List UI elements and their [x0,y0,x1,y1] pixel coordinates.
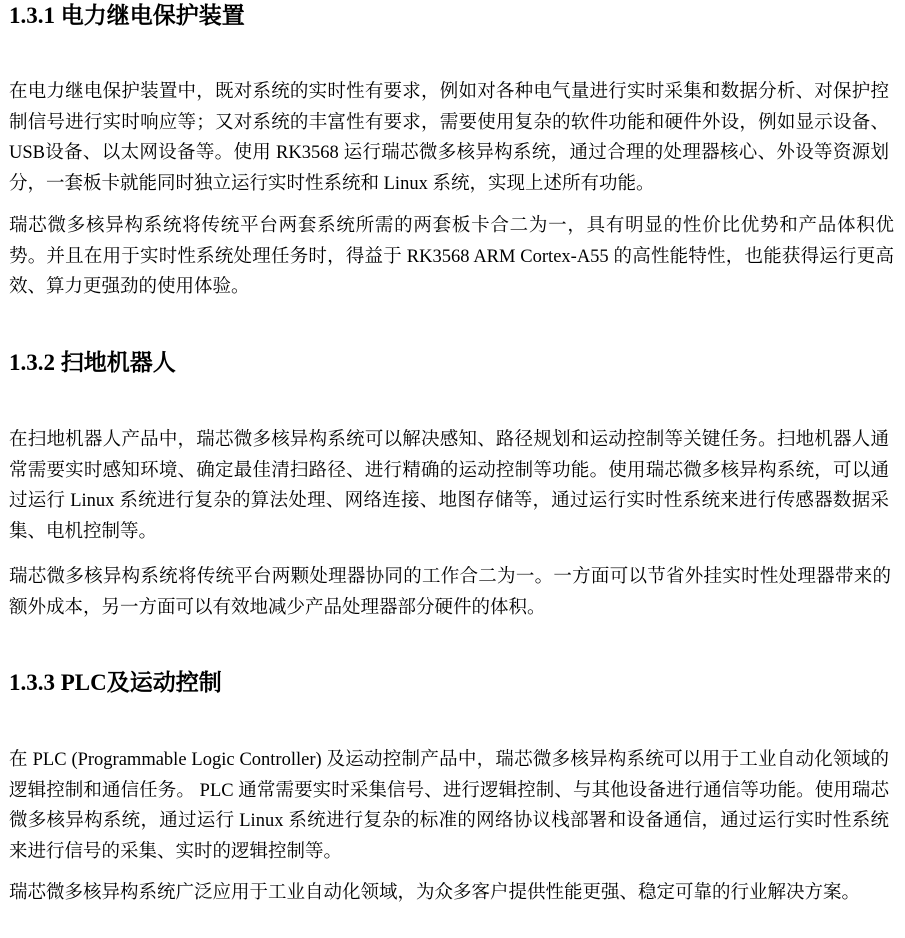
section-heading: 1.3.1 电力继电保护装置 [9,3,245,28]
section-paragraph: 在电力继电保护装置中，既对系统的实时性有要求，例如对各种电气量进行实时采集和数据分析、对保护控制信号进行实时响应等；又对系统的丰富性有要求，需要使用复杂的软件功能和硬件外设，例如显示设备、USB设备、以太网设备等。使用 RK3568 运行瑞芯微多核异构系统，通过合理的处理器核心、外设等资源划分，一套板卡就能同时独立运行实时性系统和 Linux 系统，实现上述所有功能。 [9,82,889,194]
section-paragraph: 在扫地机器人产品中，瑞芯微多核异构系统可以解决感知、路径规划和运动控制等关键任务。扫地机器人通常需要实时感知环境、确定最佳清扫路径、进行精确的运动控制等功能。使用瑞芯微多核异构系统，可以通过运行 Linux 系统进行复杂的算法处理、网络连接、地图存储等，通过运行实时性系统来进行传感器数据采集、电机控制等。 [9,430,889,542]
section-paragraph: 瑞芯微多核异构系统将传统平台两套系统所需的两套板卡合二为一，具有明显的性价比优势和产品体积优势。并且在用于实时性系统处理任务时，得益于 RK3568 ARM Cortex-A55 的高性能特性，也能获得运行更高效、算力更强劲的使用体验。 [9,216,894,297]
section-paragraph: 在 PLC (Programmable Logic Controller) 及运动控制产品中，瑞芯微多核异构系统可以用于工业自动化领域的逻辑控制和通信任务。 PLC 通常需要实时采集信号、进行逻辑控制、与其他设备进行通信等功能。使用瑞芯微多核异构系统，通过运行 Linux 系统进行复杂的标准的网络协议栈部署和设备通信，通过运行实时性系统来进行信号的采集、实时的逻辑控制等。 [9,750,889,862]
section-paragraph: 瑞芯微多核异构系统将传统平台两颗处理器协同的工作合二为一。一方面可以节省外挂实时性处理器带来的额外成本，另一方面可以有效地减少产品处理器部分硬件的体积。 [9,567,891,618]
section-heading: 1.3.2 扫地机器人 [9,350,176,375]
section-paragraph: 瑞芯微多核异构系统广泛应用于工业自动化领域，为众多客户提供性能更强、稳定可靠的行业解决方案。 [9,883,861,903]
section-heading: 1.3.3 PLC及运动控制 [9,670,222,695]
